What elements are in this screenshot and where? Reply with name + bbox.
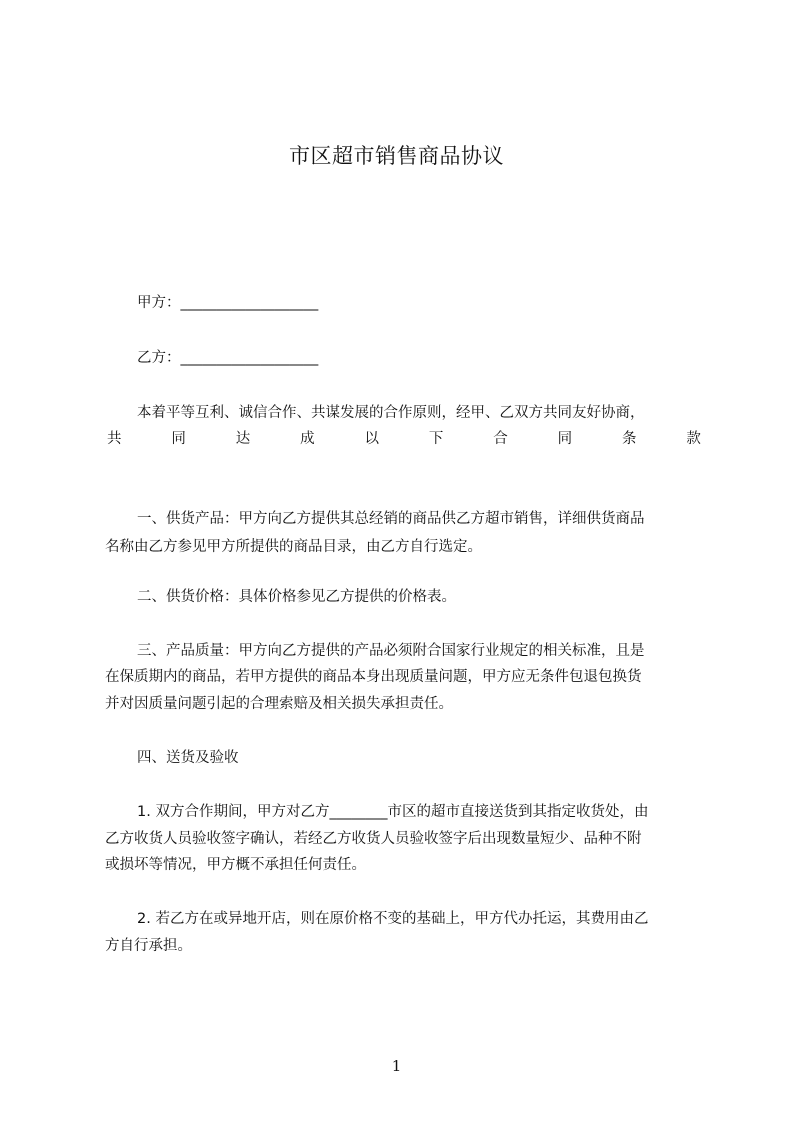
clause-4-heading: 四、送货及验收 (137, 750, 239, 766)
clause-3-line-2: 在保质期内的商品，若甲方提供的商品本身出现质量问题，甲方应无条件包退包换货 (105, 669, 642, 685)
intro-char: 下 (428, 431, 444, 447)
intro-char: 合 (493, 431, 508, 447)
document-title: 市区超市销售商品协议 (289, 144, 504, 168)
clause-4-item-1-line-1: 1. 双方合作期间，甲方对乙方________市区的超市直接送货到其指定收货处，由 (137, 804, 649, 820)
intro-char: 条 (622, 431, 637, 447)
intro-line-1: 本着平等互利、诚信合作、共谋发展的合作原则，经甲、乙双方共同友好协商， (137, 405, 645, 421)
party-b-line: 乙方：___________________ (137, 350, 319, 366)
clause-2: 二、供货价格：具体价格参见乙方提供的价格表。 (137, 589, 456, 605)
party-a-line: 甲方：___________________ (137, 295, 319, 311)
intro-char: 款 (686, 431, 701, 447)
page-number: 1 (391, 1057, 402, 1075)
clause-4-item-2-line-2: 方自行承担。 (105, 938, 192, 954)
clause-3-line-3: 并对因质量问题引起的合理索赔及相关损失承担责任。 (105, 696, 453, 712)
clause-4-item-2-line-1: 2. 若乙方在或异地开店，则在原价格不变的基础上，甲方代办托运，其费用由乙 (137, 911, 649, 927)
clause-1-line-1: 一、供货产品：甲方向乙方提供其总经销的商品供乙方超市销售，详细供货商品 (137, 511, 645, 527)
clause-4-item-1-line-3: 或损坏等情况，甲方概不承担任何责任。 (105, 857, 366, 873)
intro-char: 成 (300, 431, 315, 447)
intro-char: 同 (557, 431, 573, 447)
clause-1-line-2: 名称由乙方参见甲方所提供的商品目录，由乙方自行选定。 (105, 539, 482, 555)
intro-char: 以 (364, 431, 379, 447)
intro-char: 达 (235, 431, 251, 447)
intro-char: 同 (171, 431, 186, 447)
clause-3-line-1: 三、产品质量：甲方向乙方提供的产品必须附合国家行业规定的相关标准，且是 (137, 643, 645, 659)
intro-line-2 (107, 427, 701, 448)
intro-char: 共 (107, 431, 122, 447)
clause-4-item-1-line-2: 乙方收货人员验收签字确认，若经乙方收货人员验收签字后出现数量短少、品种不附 (105, 831, 642, 847)
